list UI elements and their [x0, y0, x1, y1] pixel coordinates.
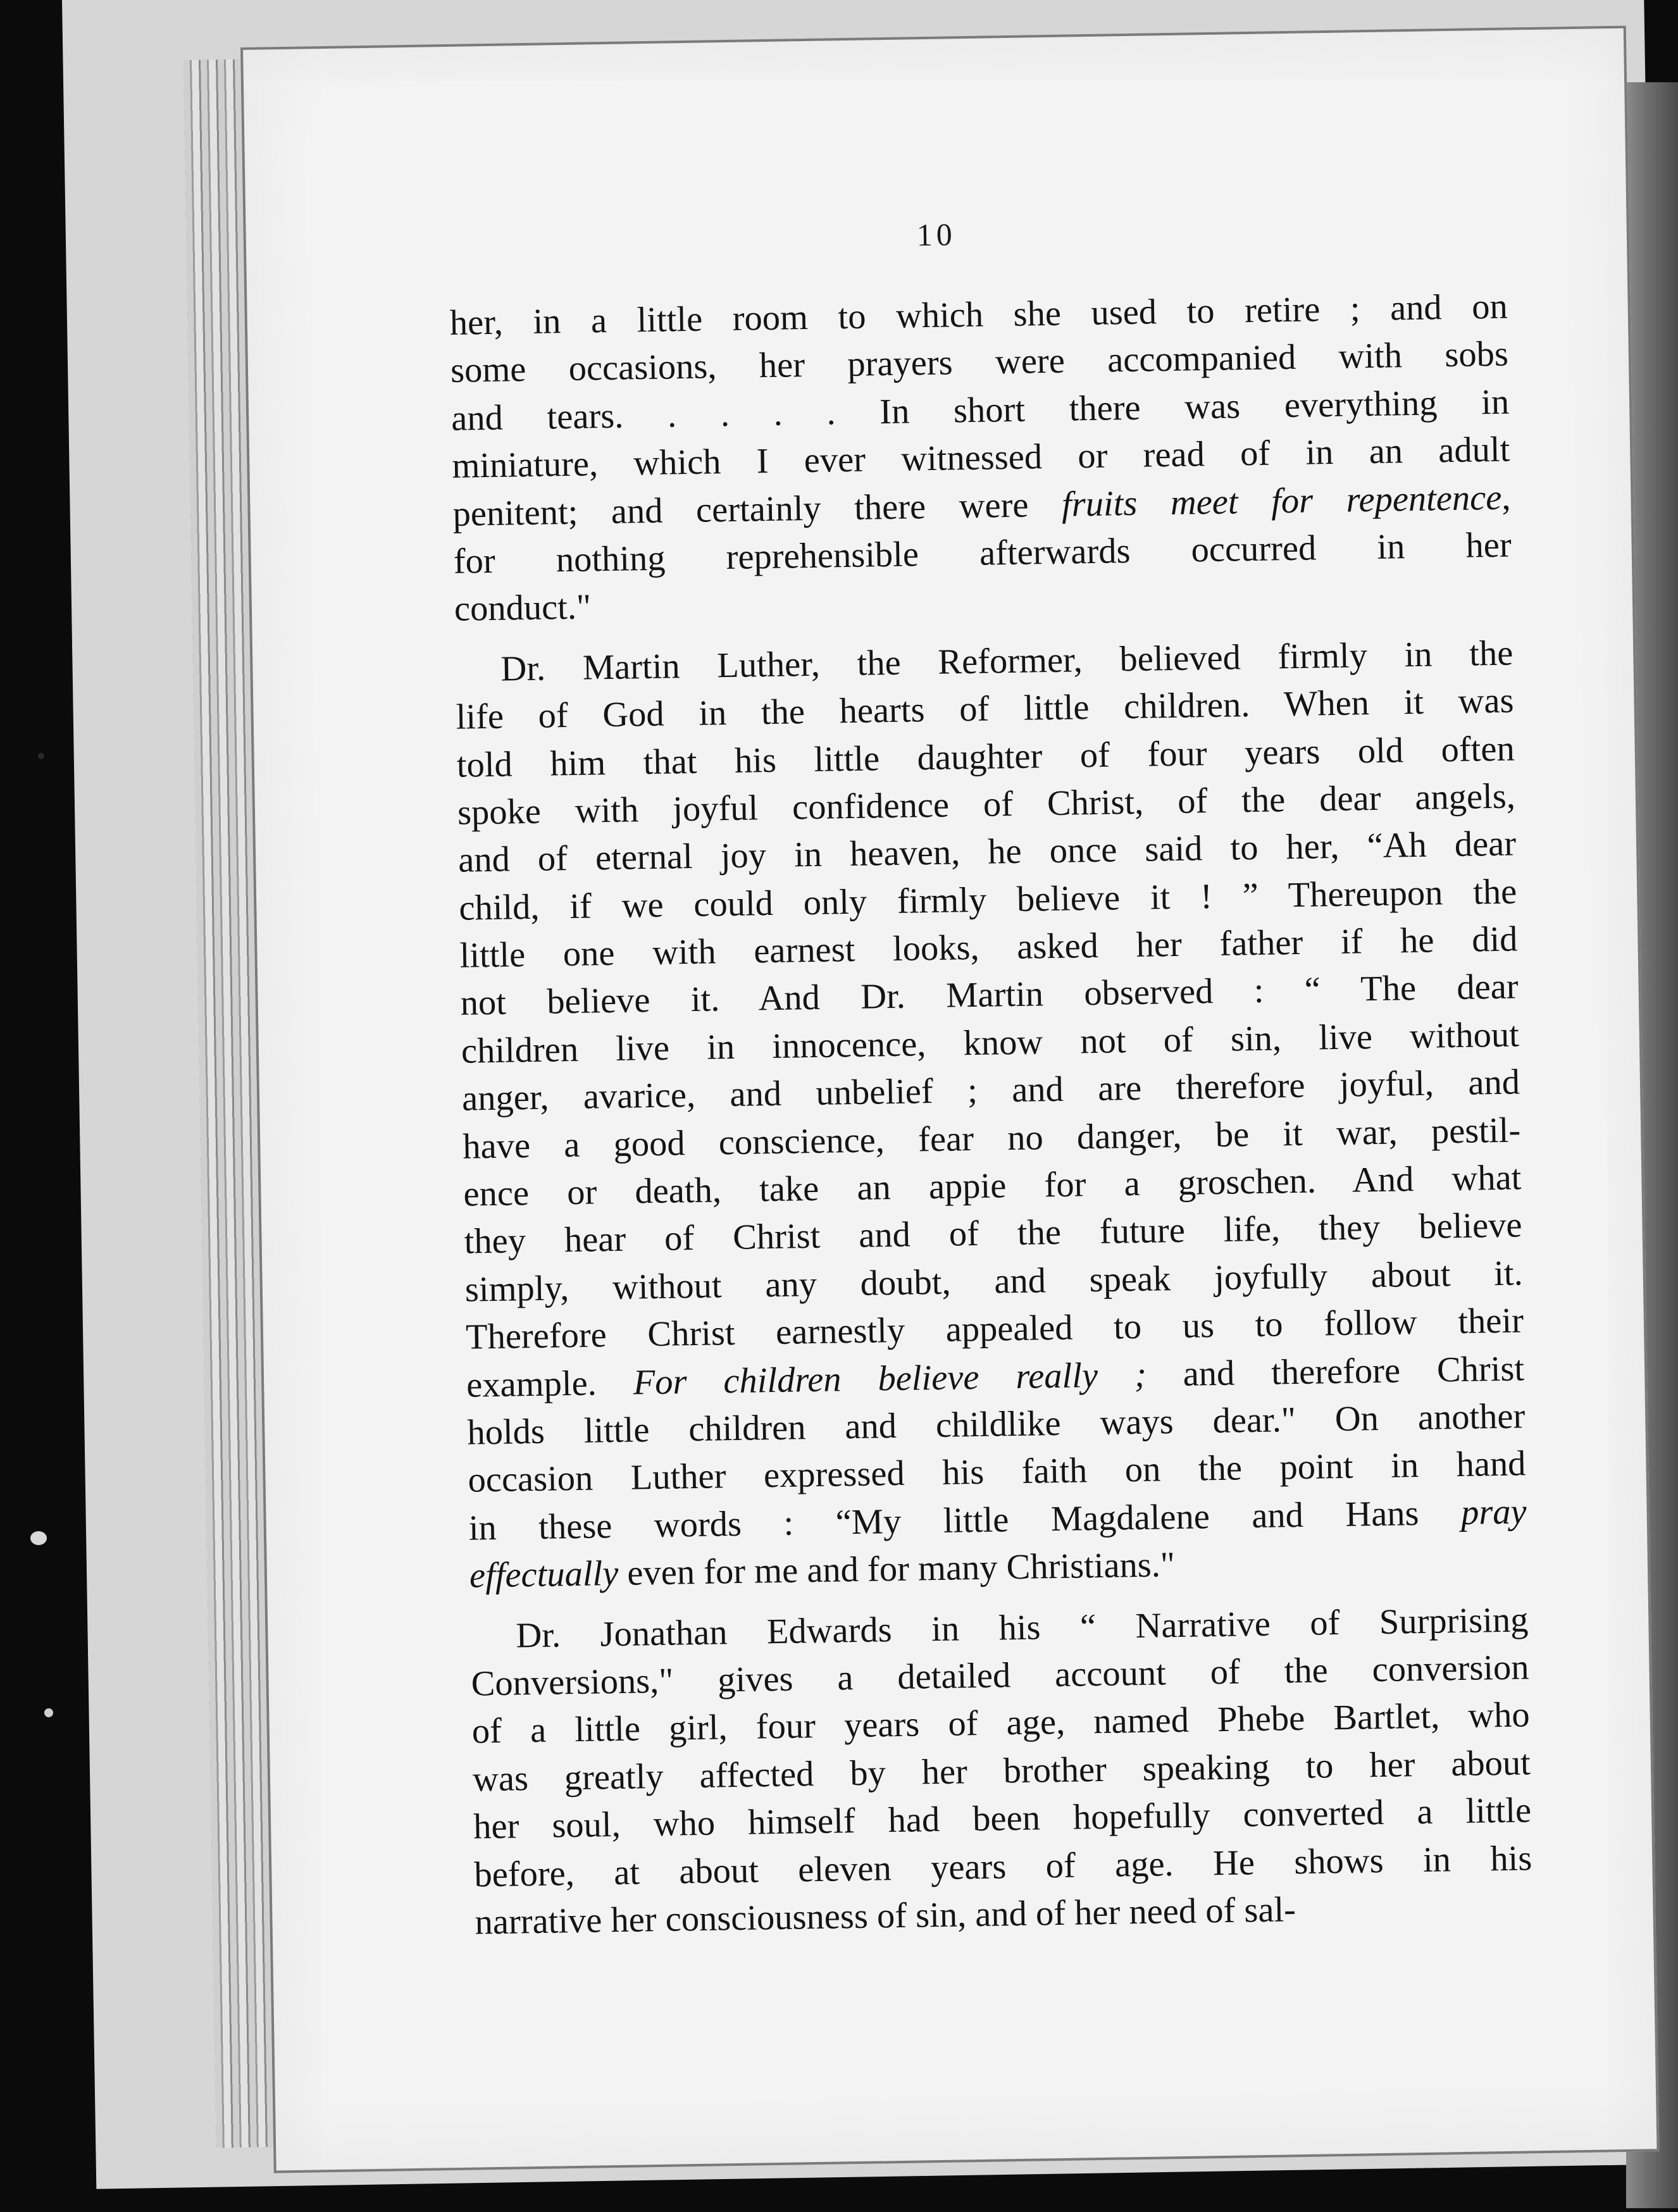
- text-run: miniature, which I ever witnessed or read of in an adult: [451, 430, 1510, 486]
- text-run: ence or death, take an appie for a groschen. And what: [463, 1158, 1522, 1214]
- page-number: 10: [916, 216, 957, 253]
- italic-text: For children believe really ;: [633, 1355, 1147, 1403]
- text-run: spoke with joyful confidence of Christ, of the dear angels,: [457, 776, 1516, 833]
- text-run: not believe it. And Dr. Martin observed : “ The dear: [460, 967, 1519, 1024]
- text-run: of a little girl, four years of age, named Phebe Bartlet, who: [471, 1695, 1531, 1751]
- text-run: told him that his little daughter of four years old often: [456, 729, 1515, 785]
- text-run: Dr. Martin Luther, the Reformer, believed firmly in the: [500, 633, 1513, 689]
- text-run: simply, without any doubt, and speak joyfully about it.: [464, 1253, 1524, 1310]
- text-run: Therefore Christ earnestly appealed to us to follow their: [465, 1301, 1524, 1357]
- italic-text: fruits meet for repentence: [1061, 478, 1502, 525]
- text-run: for nothing reprehensible afterwards occurred in her: [453, 525, 1512, 581]
- text-run: before, at about eleven years of age. He shows in his: [473, 1838, 1532, 1895]
- text-run: conduct.": [454, 587, 592, 630]
- text-run: children live in innocence, know not of sin, live without: [461, 1015, 1520, 1071]
- text-run: in these words : “My little Magdalene and Hans: [468, 1493, 1462, 1548]
- text-run: her, in a little room to which she used to retire ; and on: [449, 287, 1508, 343]
- text-run: ,: [1501, 478, 1511, 518]
- italic-text: pray: [1460, 1492, 1527, 1532]
- text-run: and therefore Christ: [1146, 1348, 1525, 1395]
- text-run: was greatly affected by her brother speaking to her about: [472, 1743, 1531, 1799]
- text-run: her soul, who himself had been hopefully converted a little: [473, 1791, 1532, 1847]
- paragraph: [470, 1596, 1533, 1947]
- text-run: Dr. Jonathan Edwards in his “ Narrative of Surprising: [515, 1600, 1529, 1656]
- text-run: and tears. . . . . In short there was everything in: [451, 382, 1510, 438]
- text-run: narrative her consciousness of sin, and of her need of sal-: [475, 1890, 1296, 1942]
- scan-speck: [30, 1531, 47, 1545]
- body-text: [449, 283, 1533, 1947]
- text-run: even for me and for many Christians.": [618, 1545, 1176, 1594]
- paragraph: [455, 630, 1527, 1600]
- text-run: little one with earnest looks, asked her father if he did: [459, 919, 1518, 976]
- scan-speck: [44, 1708, 53, 1717]
- text-run: anger, avarice, and unbelief ; and are therefore joyful, and: [461, 1062, 1520, 1119]
- text-run: child, if we could only firmly believe it ! ” Thereupon the: [458, 872, 1517, 928]
- text-run: Conversions," gives a detailed account of the conversion: [471, 1648, 1529, 1704]
- text-run: example.: [466, 1363, 634, 1405]
- text-run: holds little children and childlike ways dear." On another: [466, 1396, 1526, 1453]
- paragraph: [449, 283, 1512, 634]
- text-run: and of eternal joy in heaven, he once said to her, “Ah dear: [457, 824, 1517, 881]
- scan-speck: [38, 753, 44, 759]
- text-run: some occasions, her prayers were accompanied with sobs: [450, 334, 1509, 391]
- italic-text: effectually: [469, 1554, 619, 1596]
- paragraph-indent: [471, 1647, 516, 1648]
- text-run: occasion Luther expressed his faith on the point in hand: [468, 1444, 1526, 1501]
- text-run: they hear of Christ and of the future life, they believe: [464, 1205, 1522, 1262]
- text-run: penitent; and certainly there were: [452, 485, 1062, 534]
- paragraph-indent: [456, 680, 501, 681]
- text-run: have a good conscience, fear no danger, be it war, pestil-: [462, 1110, 1521, 1167]
- text-run: life of God in the hearts of little children. When it was: [456, 681, 1514, 737]
- book-page: [240, 26, 1660, 2173]
